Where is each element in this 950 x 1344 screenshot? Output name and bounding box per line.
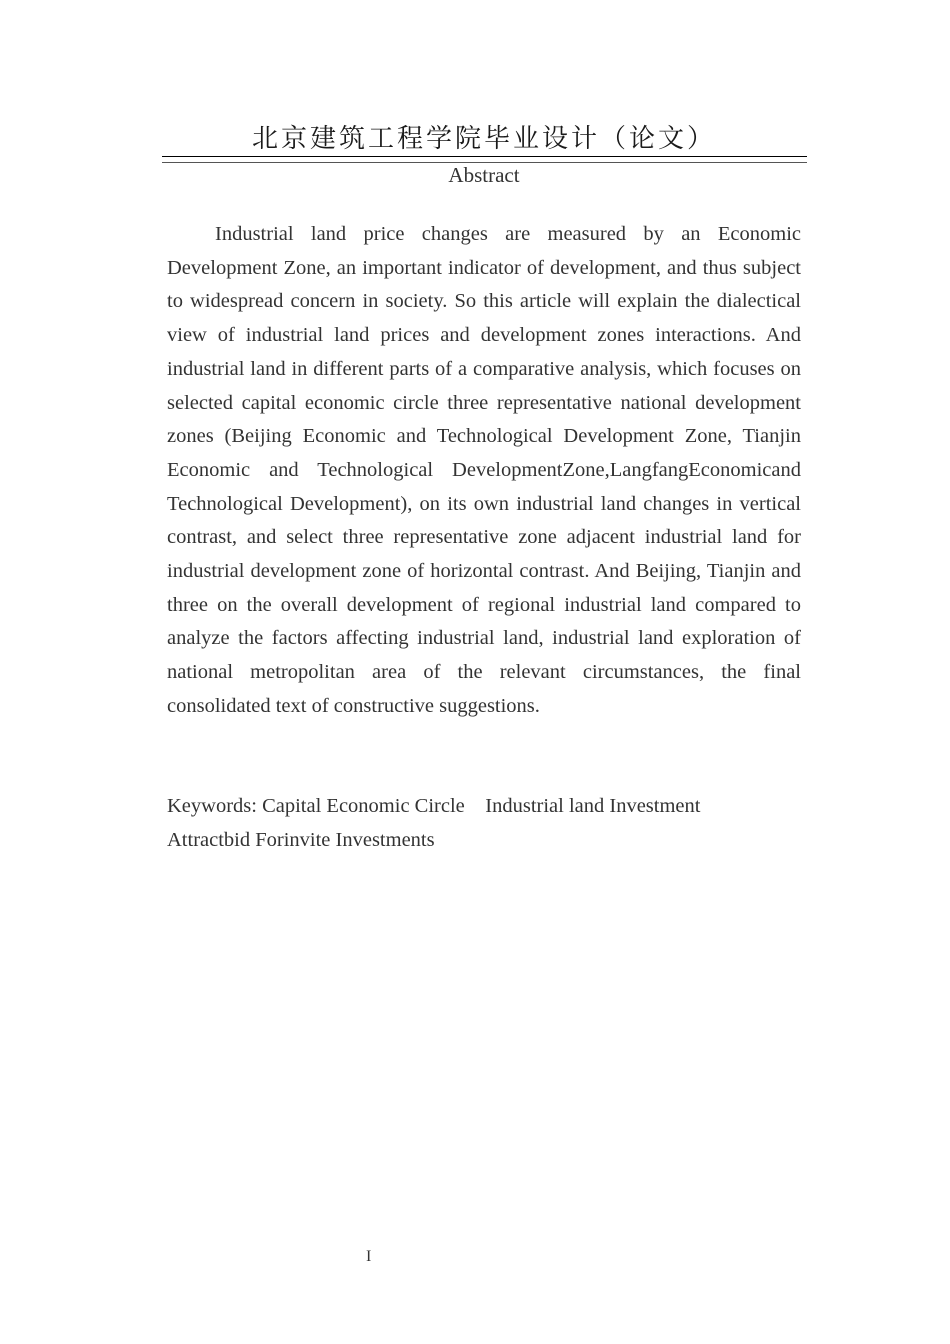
page-header-title: 北京建筑工程学院毕业设计（论文） (251, 124, 716, 154)
keyword-item: Industrial land Investment (485, 795, 701, 817)
keywords-label: Keywords: (167, 795, 263, 817)
header-rule-thick (162, 156, 807, 157)
keywords-line (167, 790, 801, 857)
keyword-item: Attractbid Forinvite Investments (167, 828, 435, 851)
abstract-heading: Abstract (448, 163, 520, 187)
page-number: I (366, 1248, 372, 1265)
keyword-item: Capital Economic Circle (262, 795, 465, 817)
abstract-body: Industrial land price changes are measured by an Economic Development Zone, an important indicator of development, and thus subject to widespread concern in society. So this article will explain the dialectical view of industrial land prices and development zones interactions. And industrial land in different parts of a comparative analysis, which focuses on selected capital economic circle three representative national development zones (Beijing Economic and Technological Development Zone, Tianjin Economic and Technological DevelopmentZone,LangfangEconomicand Technological Development), on its own industrial land changes in vertical contrast, and select three representative zone adjacent industrial land for industrial development zone of horizontal contrast. And Beijing, Tianjin and three on the overall development of regional industrial land compared to analyze the factors affecting industrial land, industrial land exploration of national metropolitan area of the relevant circumstances, the final consolidated text of constructive suggestions. (167, 223, 801, 717)
